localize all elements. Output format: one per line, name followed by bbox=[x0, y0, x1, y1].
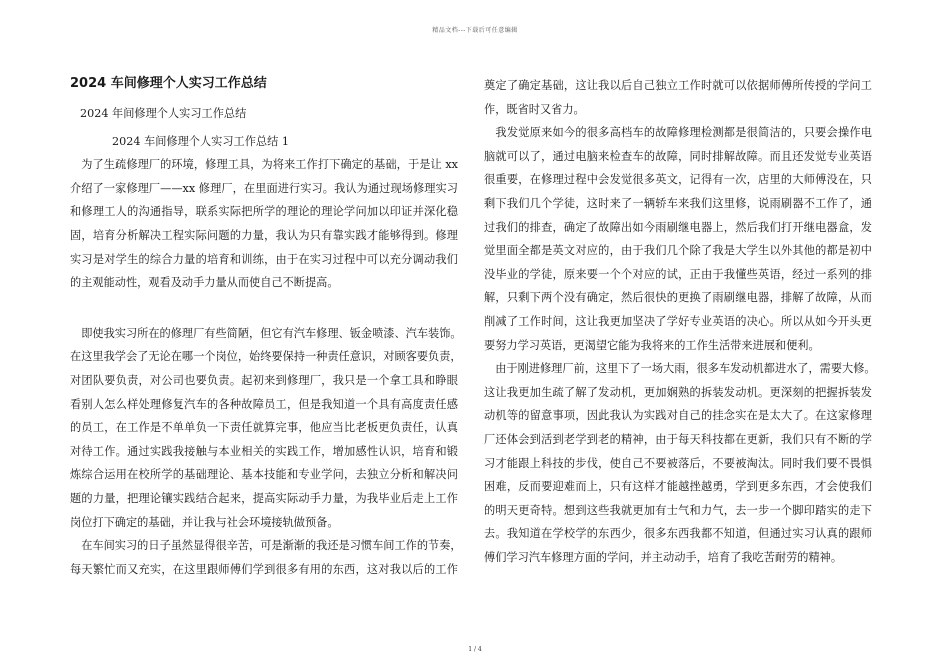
document-subtitle: 2024 年间修理个人实习工作总结 bbox=[80, 107, 247, 120]
text-line: 脑就可以了，通过电脑来检查车的故障，同时排解故障。而且还发觉专业英语 bbox=[484, 149, 872, 163]
text-line: 即使我实习所在的修理厂有些简陋，但它有汽车修理、钣金喷漆、汽车装饰。 bbox=[70, 326, 462, 340]
text-line: 没毕业的学徒，原来要一个个对应的试，正由于我懂些英语，经过一系列的排 bbox=[484, 267, 872, 281]
text-line: 很重要，在修理过程中会发觉很多英文，记得有一次，店里的大师傅没在，只 bbox=[484, 173, 872, 187]
text-line: 在这里我学会了无论在哪一个岗位，始终要保持一种责任意识，对顾客要负责， bbox=[70, 350, 462, 364]
text-line: 的员工，在工作是不单单负一下责任就算完事，他应当比老板更负责任，认真 bbox=[70, 421, 458, 435]
text-line: 固，培育分析解决工程实际问题的力量，我认为只有靠实践才能够得到。修理 bbox=[70, 228, 458, 242]
paragraph-4 bbox=[484, 121, 872, 357]
right-column bbox=[484, 74, 876, 569]
text-line: 为了生疏修理厂的环境，修理工具，为将来工作打下确定的基础，于是让 xx bbox=[70, 158, 458, 172]
text-line: 剩下我们几个学徒，这时来了一辆轿车来我们这里修，说雨刷器不工作了，通 bbox=[484, 196, 872, 210]
text-line: 实习是对学生的综合力量的培育和训练，由于在实习过程中可以充分调动我们 bbox=[70, 252, 458, 266]
section-heading: 2024 车间修理个人实习工作总结 1 bbox=[112, 134, 289, 148]
text-line: 由于刚进修理厂前，这里下了一场大雨，很多车发动机都进水了，需要大修。 bbox=[484, 362, 876, 376]
text-line: 动机等的留意事项，因此我认为实践对自己的挂念实在是太大了。在这家修理 bbox=[484, 409, 872, 423]
page-header: 精品文档---下载后可任意编辑 bbox=[432, 27, 518, 34]
text-line: 和修理工人的沟通指导，联系实际把所学的理论的理论学问加以印证并深化稳 bbox=[70, 205, 458, 219]
text-line: 这让我更加生疏了解了发动机，更加娴熟的拆装发动机。更深刻的把握拆装发 bbox=[484, 385, 872, 399]
text-line: 每天繁忙而又充实，在这里跟师傅们学到很多有用的东西，这对我以后的工作 bbox=[70, 562, 458, 576]
paragraph-3 bbox=[70, 534, 462, 581]
paragraph-continued bbox=[484, 74, 872, 121]
text-line: 奠定了确定基础，这让我以后自己独立工作时就可以依据师傅所传授的学问工 bbox=[484, 79, 872, 92]
text-line: 的主观能动性，观看及动手力量从而使自己不断提高。 bbox=[70, 276, 339, 290]
text-line: 炼综合运用在校所学的基础理论、基本技能和专业学问，去独立分析和解决问 bbox=[70, 468, 458, 482]
text-line: 在车间实习的日子虽然显得很辛苦，可是渐渐的我还是习惯车间工作的节奏， bbox=[70, 539, 462, 553]
paragraph-gap bbox=[70, 295, 458, 322]
paragraph-1 bbox=[70, 153, 458, 295]
page-number: 1 / 4 bbox=[468, 646, 482, 653]
paragraph-2 bbox=[70, 322, 462, 534]
text-line: 介绍了一家修理厂——xx 修理厂，在里面进行实习。我认为通过现场修理实习 bbox=[70, 181, 458, 195]
text-line: 傅们学习汽车修理方面的学问，并主动动手，培育了我吃苦耐劳的精神。 bbox=[484, 550, 843, 564]
text-line: 过我们的排查，确定了故障出如今雨刷继电器上，然后我们打开继电器盒，发 bbox=[484, 220, 872, 234]
text-line: 去。我知道在学校学的东西少，很多东西我都不知道，但通过实习认真的跟师 bbox=[484, 527, 872, 541]
document-title: 2024 车间修理个人实习工作总结 bbox=[70, 76, 267, 91]
text-line: 厂还体会到活到老学到老的精神，由于每天科技都在更新，我们只有不断的学 bbox=[484, 432, 872, 446]
text-line: 觉里面全都是英文对应的，由于我们几个除了我是大学生以外其他的都是初中 bbox=[484, 244, 872, 258]
text-line: 题的力量，把理论镶实践结合起来，提高实际动手力量，为我毕业后走上工作 bbox=[70, 491, 458, 505]
text-line: 习才能跟上科技的步伐，使自己不要被落后，不要被淘汰。同时我们要不畏惧 bbox=[484, 456, 872, 470]
text-line: 要努力学习英语，更渴望它能为我将来的工作生活带来进展和便利。 bbox=[484, 338, 820, 352]
text-line: 岗位打下确定的基础，并让我与社会环境接轨做预备。 bbox=[70, 515, 339, 529]
paragraph-5 bbox=[484, 357, 876, 569]
text-line: 看别人怎么样处理修复汽车的各种故障员工，但是我知道一个具有高度责任感 bbox=[70, 397, 458, 411]
text-line: 解，只剩下两个没有确定，然后很快的更换了雨刷继电器，排解了故障，从而 bbox=[484, 291, 872, 305]
text-line: 作，既省时又省力。 bbox=[484, 102, 585, 116]
text-line: 的明天更奇特。想到这些我就更加有士气和力气，去一步一个脚印踏实的走下 bbox=[484, 503, 872, 517]
left-column bbox=[70, 74, 462, 581]
text-line: 削减了工作时间，这让我更加坚决了学好专业英语的决心。所以从如今开头更 bbox=[484, 314, 872, 328]
text-line: 困难，反而要迎难而上，只有这样才能越挫越勇，学到更多东西，才会使我们 bbox=[484, 480, 872, 494]
text-line: 我发觉原来如今的很多高档车的故障修理检测都是很简洁的，只要会操作电 bbox=[484, 126, 872, 140]
text-line: 对待工作。通过实践我接触与本业相关的实践工作，增加感性认识，培育和锻 bbox=[70, 444, 458, 458]
text-line: 对团队要负责，对公司也要负责。起初来到修理厂，我只是一个拿工具和睁眼 bbox=[70, 373, 458, 387]
